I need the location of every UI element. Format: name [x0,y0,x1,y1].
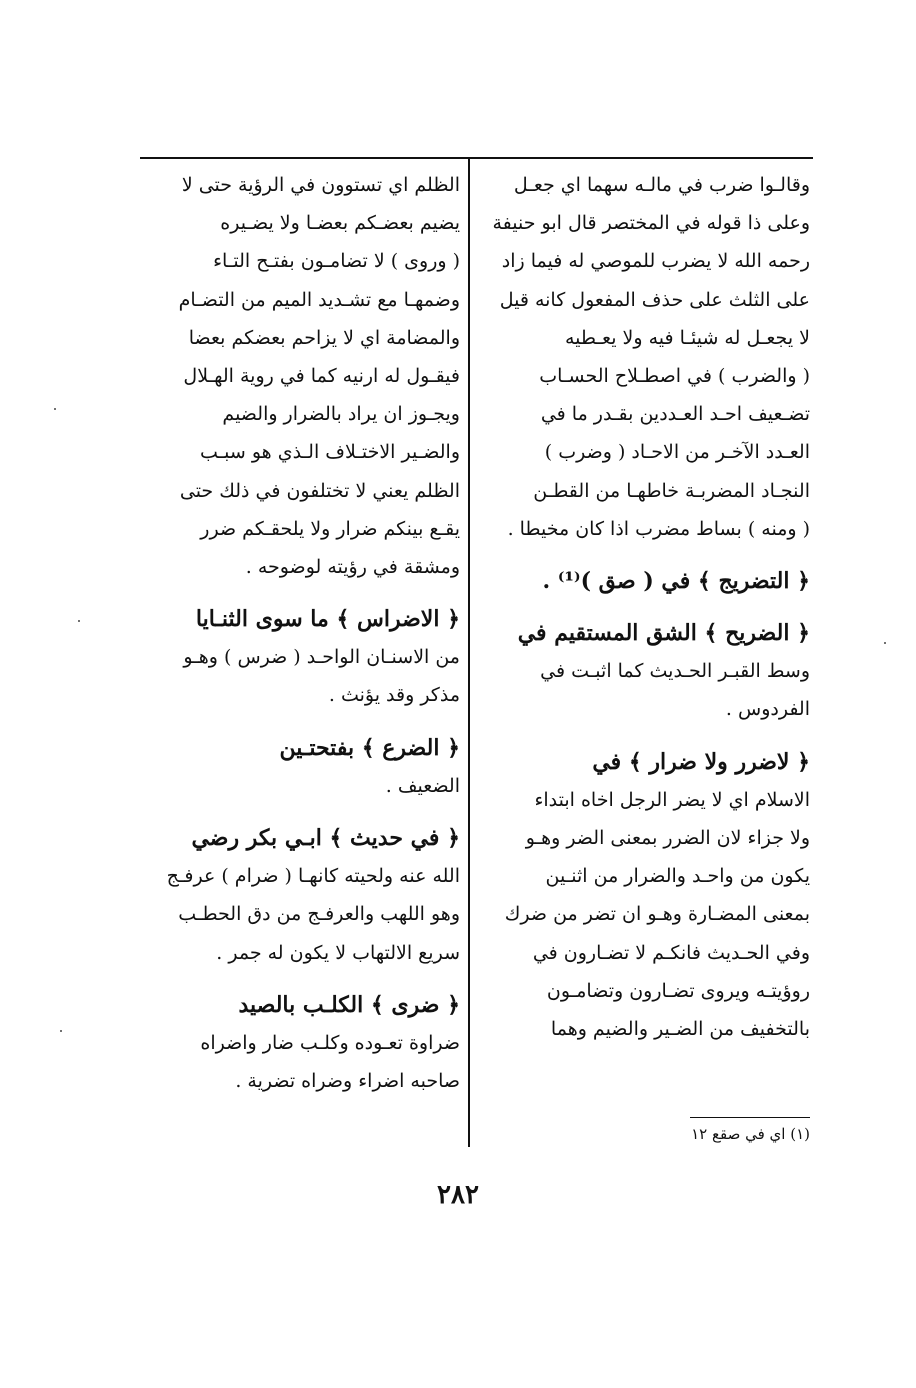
text-line: وضمهـا مع تشـديد الميم من التضـام [178,288,460,311]
text-line: تضـعيف احـد العـددين بقـدر ما في [540,403,810,426]
text-line: العـدد الآخـر من الاحـاد ( وضرب ) [544,441,810,464]
text-line: والضـير الاختـلاف الـذي هو سبـب [199,441,460,464]
text-line: يكون من واحـد والضرار من اثنـين [545,865,810,888]
top-rule [140,157,813,159]
text-line: ( ومنه ) بساط مضرب اذا كان مخيطا . [507,517,810,540]
column-divider [468,159,470,1147]
page-number: ٢٨٢ [437,1180,479,1210]
left-column [138,166,460,1100]
scan-speck [884,642,886,644]
text-line: صاحبه اضراء وضراه تضرية . [235,1070,460,1093]
text-line: ويجـوز ان يراد بالضرار والضيم [222,403,460,426]
text-line: رحمه الله لا يضرب للموصي له فيما زاد [501,250,810,273]
text-line: الظلم اي تستوون في الرؤية حتى لا [181,174,460,196]
scan-speck [54,408,56,410]
text-line: ( والضرب ) في اصطـلاح الحسـاب [539,364,810,387]
text-line: وعلى ذا قوله في المختصر قال ابو حنيفة [492,212,810,235]
text-line: وسط القبـر الحـديث كما اثبـت في [540,660,810,683]
entry-heading: ﴿ لاضرر ولا ضرار ﴾ في [592,748,810,775]
text-line: من الاسنـان الواحـد ( ضرس ) وهـو [183,646,460,669]
entry-heading: ﴿ الضرع ﴾ بفتحتـين [279,734,460,761]
text-line: ومشقة في رؤيته لوضوحه . [245,555,460,578]
text-line: الضعيف . [385,774,460,797]
paragraph-gap [138,805,460,819]
text-line: الاسلام اي لا يضر الرجل اخاه ابتداء [534,788,810,811]
text-line: بالتخفيف من الضـير والضيم وهما [550,1017,810,1040]
text-line: وهو اللهب والعرفـج من دق الحطـب [178,903,460,926]
text-line: لا يجعـل له شيئـا فيه ولا يعـطيه [564,326,810,349]
text-line: مذكر وقد يؤنث . [328,684,460,707]
entry-heading: ﴿ التضريج ﴾ في ( صق )⁽¹⁾ . [542,567,810,594]
text-line: ولا جزاء لان الضرر بمعنى الضر وهـو [525,827,810,849]
entry-heading: ﴿ الاضراس ﴾ ما سوى الثنـايا [195,606,460,633]
text-line: الظلم يعني لا تختلفون في ذلك حتى [179,479,460,502]
right-column [480,166,810,1048]
text-line: سريع الالتهاب لا يكون له جمر . [216,941,460,964]
paragraph-gap [138,586,460,600]
paragraph-gap [480,729,810,743]
scan-speck [60,1030,62,1032]
footnote: (١) اي في صقع ١٢ [691,1125,810,1143]
scan-speck [78,620,80,622]
text-line: بمعنى المضـارة وهـو ان تضر من ضرك [504,903,810,926]
text-line: ( وروى ) لا تضامـون بفتـح التـاء [213,250,460,273]
text-line: على الثلث على حذف المفعول كانه قيل [499,288,810,311]
text-line: وقالـوا ضرب في مالـه سهما اي جعـل [513,174,810,196]
paragraph-gap [138,972,460,986]
entry-heading: ﴿ في حديث ﴾ ابـي بكر رضي [191,825,460,851]
text-line: وفي الحـديث فانكـم لا تضـارون في [532,941,810,964]
text-line: النجـاد المضربـة خاطهـا من القطـن [533,479,810,502]
entry-heading: ﴿ الضريح ﴾ الشق المستقيم في [517,620,810,647]
text-line: الفردوس . [725,698,810,721]
text-line: الله عنه ولحيته كانهـا ( ضرام ) عرفـج [166,865,460,888]
text-line: روؤيتـه ويروى تضـارون وتضامـون [546,979,810,1002]
paragraph-gap [138,715,460,729]
text-line: فيقـول له ارنيه كما في روية الهـلال [183,364,460,387]
paragraph-gap [480,548,810,562]
text-line: والمضامة اي لا يزاحم بعضكم بعضا [188,326,460,349]
entry-heading: ﴿ ضرى ﴾ الكلـب بالصيد [238,991,460,1018]
text-line: يقـع بينكم ضرار ولا يلحقـكم ضرر [200,517,460,540]
text-line: يضيم بعضـكم بعضـا ولا يضـيره [220,212,460,235]
text-line: ضراوة تعـوده وكلـب ضار واضراه [200,1031,460,1054]
paragraph-gap [480,600,810,614]
